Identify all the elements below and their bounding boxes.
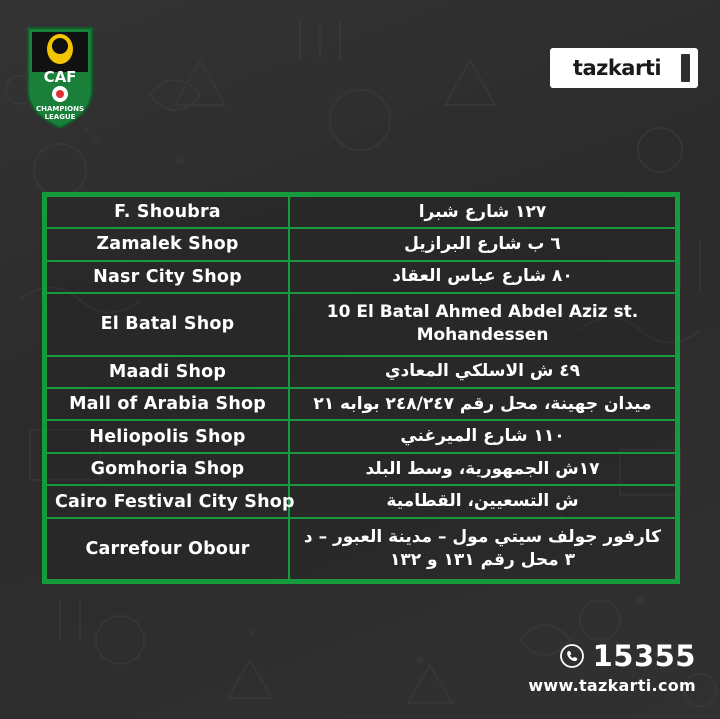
store-address-cell: 10 El Batal Ahmed Abdel Aziz st. Mohandessen xyxy=(289,293,675,355)
store-name-cell: Heliopolis Shop xyxy=(47,420,289,452)
store-name-cell: Gomhoria Shop xyxy=(47,453,289,485)
store-name-cell: Zamalek Shop xyxy=(47,228,289,260)
phone-icon xyxy=(560,644,584,668)
table-row xyxy=(47,228,675,260)
store-address-cell: ش التسعيين، القطامية xyxy=(289,485,675,517)
table-row xyxy=(47,453,675,485)
table-row xyxy=(47,485,675,517)
tazkarti-logo-notch xyxy=(681,54,690,82)
caf-line2: LEAGUE xyxy=(44,113,76,121)
footer xyxy=(528,639,696,695)
table-row xyxy=(47,293,675,355)
store-name-cell: Mall of Arabia Shop xyxy=(47,388,289,420)
store-name-cell: F. Shoubra xyxy=(47,197,289,228)
table-row xyxy=(47,356,675,388)
table-row xyxy=(47,197,675,228)
tazkarti-wordmark: tazkarti xyxy=(572,56,662,80)
table-row xyxy=(47,388,675,420)
table-row xyxy=(47,420,675,452)
store-name-cell: Cairo Festival City Shop xyxy=(47,485,289,517)
caf-acronym: CAF xyxy=(43,68,77,86)
phone-row xyxy=(528,639,696,673)
store-name-cell: Carrefour Obour xyxy=(47,518,289,579)
table-row xyxy=(47,518,675,579)
store-name-cell: Maadi Shop xyxy=(47,356,289,388)
store-address-cell: ١٧ش الجمهورية، وسط البلد xyxy=(289,453,675,485)
hotline-number: 15355 xyxy=(592,639,696,673)
store-address-cell: ١١٠ شارع الميرغني xyxy=(289,420,675,452)
store-address-cell: ٦ ب شارع البرازيل xyxy=(289,228,675,260)
stores-table xyxy=(47,197,675,579)
store-address-cell: ميدان جهينة، محل رقم ٢٤٨/٢٤٧ بوابه ٢١ xyxy=(289,388,675,420)
store-name-cell: El Batal Shop xyxy=(47,293,289,355)
store-address-cell: كارفور جولف سيتي مول – مدينة العبور – د ٣ محل رقم ١٣١ و ١٣٢ xyxy=(303,527,662,570)
store-address-cell: ٨٠ شارع عباس العقاد xyxy=(289,261,675,293)
table-row xyxy=(47,261,675,293)
stores-table-container xyxy=(42,192,680,584)
store-address-cell: ٤٩ ش الاسلكي المعادي xyxy=(289,356,675,388)
website-url: www.tazkarti.com xyxy=(528,676,696,695)
caf-line1: CHAMPIONS xyxy=(36,105,84,113)
tazkarti-logo xyxy=(550,48,698,88)
store-address-cell: ١٢٧ شارع شبرا xyxy=(289,197,675,228)
store-name-cell: Nasr City Shop xyxy=(47,261,289,293)
caf-champions-league-logo xyxy=(22,24,98,132)
stores-table-body xyxy=(47,197,675,579)
